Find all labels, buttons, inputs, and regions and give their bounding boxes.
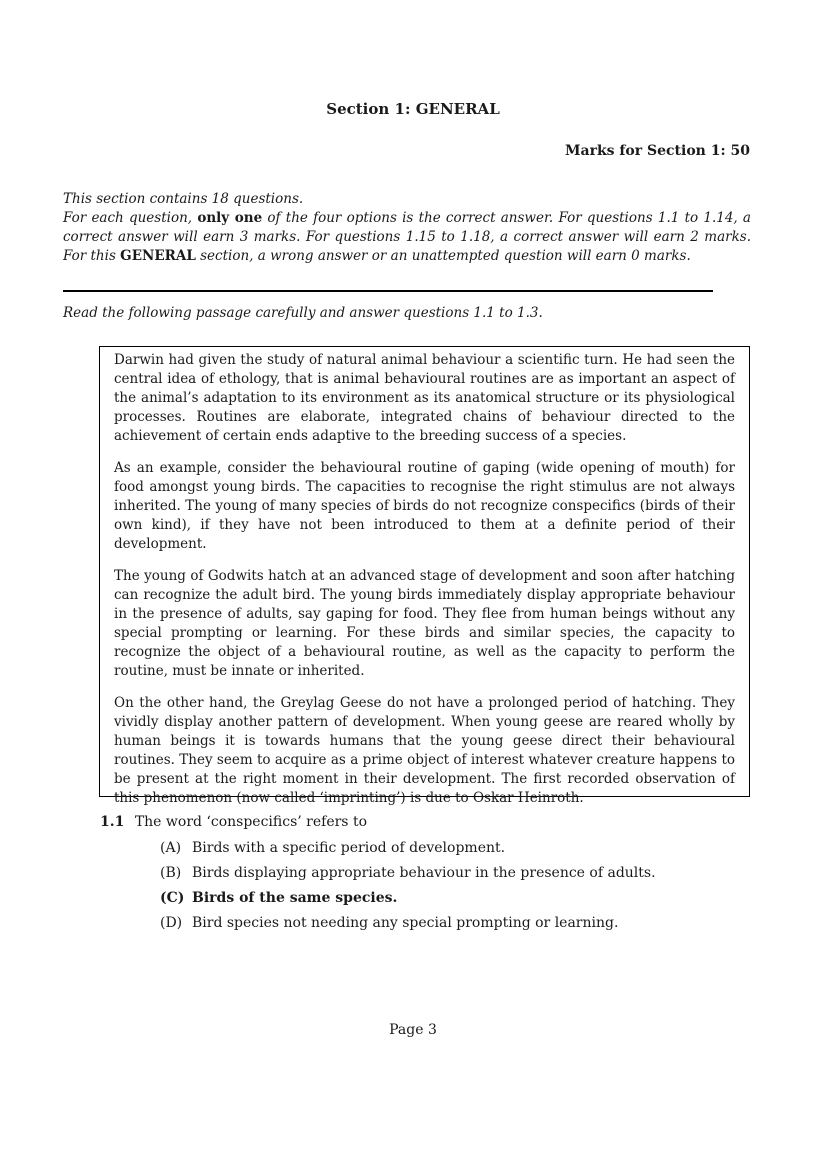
instructions-emphasis-general: GENERAL <box>120 248 196 264</box>
instructions-emphasis-only-one: only one <box>197 210 263 226</box>
option-c <box>160 888 656 913</box>
option-b <box>160 863 656 888</box>
option-text: Bird species not needing any special prompting or learning. <box>192 915 619 931</box>
option-letter: (A) <box>160 840 182 856</box>
option-letter: (D) <box>160 915 183 931</box>
section-instructions <box>63 190 751 266</box>
option-a <box>160 838 656 863</box>
instructions-text-3: section, a wrong answer or an unattempted question will earn 0 marks. <box>200 248 691 264</box>
option-text: Birds of the same species. <box>192 890 398 906</box>
page-number: Page 3 <box>389 1022 437 1038</box>
instructions-line-1: This section contains 18 questions. <box>63 191 304 207</box>
question-number: 1.1 <box>100 814 125 830</box>
passage-paragraph-2: As an example, consider the behavioural routine of gaping (wide opening of mouth) for food amongst young birds. The capacities to recognise the right stimulus are not always inherited. The young of many species of birds do not recognize conspecifics (birds of their own kind), if they have not been introduced to them at a definite period of their development. <box>114 460 735 552</box>
question-text: The word ‘conspecifics’ refers to <box>134 814 367 830</box>
option-letter: (C) <box>160 890 185 906</box>
section-title: Section 1: GENERAL <box>326 100 500 118</box>
section-marks: Marks for Section 1: 50 <box>565 143 750 159</box>
option-d <box>160 913 656 938</box>
passage-paragraph-4: On the other hand, the Greylag Geese do not have a prolonged period of hatching. They vividly display another pattern of development. When young geese are reared wholly by human beings it is towards humans that the young geese direct their behavioural routines. They seem to acquire as a prime object of interest whatever creature happens to be present at the right moment in their development. The first recorded observation of this phenomenon (now called ‘imprinting’) is due to Oskar Heinroth. <box>114 695 735 806</box>
question-1-1 <box>100 814 367 830</box>
instructions-text-2: of the four options is the correct answer. For questions 1.1 to 1.14, a correct answer will earn 3 marks. For questions 1.15 to 1.18, a correct answer will earn 2 marks. For this <box>63 210 751 264</box>
instructions-paragraph <box>63 209 751 266</box>
option-text: Birds displaying appropriate behaviour in the presence of adults. <box>192 865 656 881</box>
horizontal-rule <box>63 290 713 292</box>
instructions-text-1: For each question, <box>63 210 193 226</box>
passage-instruction: Read the following passage carefully and answer questions 1.1 to 1.3. <box>63 305 543 321</box>
option-text: Birds with a specific period of development. <box>192 840 506 856</box>
answer-options <box>160 838 656 938</box>
passage-paragraph-3: The young of Godwits hatch at an advanced stage of development and soon after hatching can recognize the adult bird. The young birds immediately display appropriate behaviour in the presence of adults, say gaping for food. They flee from human beings without any special prompting or learning. For these birds and similar species, the capacity to recognize the object of a behavioural routine, as well as the capacity to perform the routine, must be innate or inherited. <box>114 568 735 679</box>
option-letter: (B) <box>160 865 182 881</box>
passage-paragraph-1: Darwin had given the study of natural animal behaviour a scientific turn. He had seen the central idea of ethology, that is animal behavioural routines are as important an aspect of the animal’s adaptation to its environment as its anatomical structure or its physiological processes. Routines are elaborate, integrated chains of behaviour directed to the achievement of certain ends adaptive to the breeding success of a species. <box>114 352 735 444</box>
passage-box <box>99 346 750 806</box>
